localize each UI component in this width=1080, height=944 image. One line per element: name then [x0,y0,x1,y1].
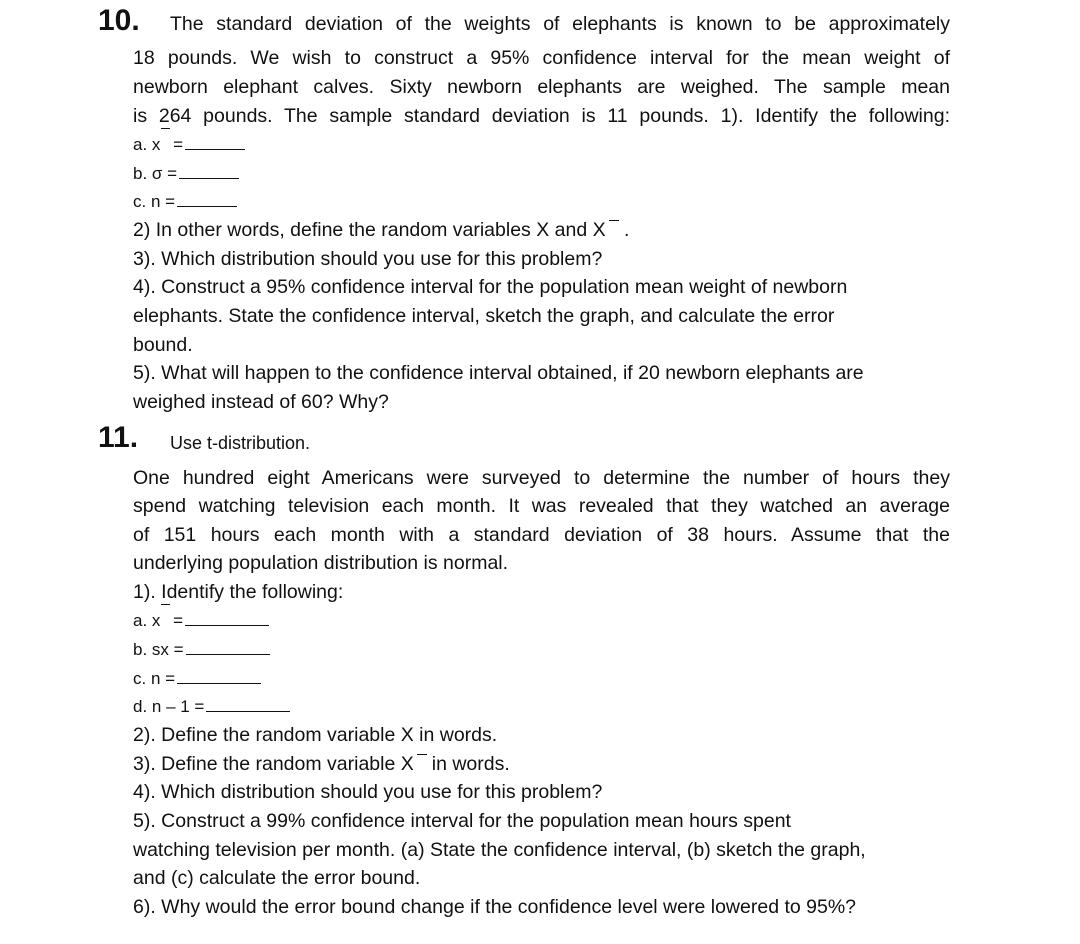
q11-blank-c[interactable] [177,665,261,684]
q10-part-2: 2) In other words, define the random variables X and X . [133,219,630,241]
q11-stem-line-1: One hundred eight Americans were surveyed to determine the number of hours they [133,467,950,489]
q11-identify-d: d. n – 1 = [133,693,290,721]
q11-stem-line-3: of 151 hours each month with a standard deviation of 38 hours. Assume that the [133,524,950,546]
q11-identify-c: c. n = [133,665,261,693]
question-11-number: 11. [98,421,139,454]
q10-part-4-line-3: bound. [133,334,193,356]
q11-blank-a[interactable] [185,607,269,626]
q11-part-5-line-1: 5). Construct a 99% confidence interval for the population mean hours spent [133,810,791,832]
q10-stem-line-2: 18 pounds. We wish to construct a 95% confidence interval for the mean weight of [133,47,950,69]
q11-part-3: 3). Define the random variable X in words. [133,753,510,775]
question-10-number: 10. [98,4,140,37]
q11-stem-line-2: spend watching television each month. It was revealed that they watched an average [133,495,950,517]
q10-part-3: 3). Which distribution should you use for this problem? [133,248,603,270]
q10-part-4-line-1: 4). Construct a 95% confidence interval for the population mean weight of newborn [133,276,848,298]
q10-blank-c[interactable] [177,188,237,207]
q10-part-5-line-1: 5). What will happen to the confidence interval obtained, if 20 newborn elephants are [133,362,864,384]
q10-blank-b[interactable] [179,160,239,179]
q11-blank-b[interactable] [186,636,270,655]
q11-part-5-line-2: watching television per month. (a) State the confidence interval, (b) sketch the graph, [133,839,866,861]
q11-part-6: 6). Why would the error bound change if the confidence level were lowered to 95%? [133,896,857,918]
q11-part-4: 4). Which distribution should you use for this problem? [133,781,603,803]
q11-identify-b: b. sx = [133,636,270,664]
q11-intro: Use t-distribution. [170,433,311,453]
q10-identify-c: c. n = [133,188,237,216]
q11-stem-line-4: underlying population distribution is normal. [133,552,509,574]
q11-part-5-line-3: and (c) calculate the error bound. [133,867,421,889]
q11-part-2: 2). Define the random variable X in words. [133,724,498,746]
q10-part-5-line-2: weighed instead of 60? Why? [133,391,389,413]
q10-stem-line-1: The standard deviation of the weights of elephants is known to be approximately [170,13,950,35]
q10-blank-a[interactable] [185,131,245,150]
q11-blank-d[interactable] [206,693,290,712]
q10-identify-a: a. x = [133,131,245,159]
q10-identify-b: b. σ = [133,160,239,188]
q10-part-4-line-2: elephants. State the confidence interval, sketch the graph, and calculate the error [133,305,835,327]
q10-stem-line-4: is 264 pounds. The sample standard deviation is 11 pounds. 1). Identify the following: [133,105,950,127]
q11-identify-a: a. x = [133,607,269,635]
q11-part-1: 1). Identify the following: [133,581,344,603]
q10-stem-line-3: newborn elephant calves. Sixty newborn elephants are weighed. The sample mean [133,76,950,98]
